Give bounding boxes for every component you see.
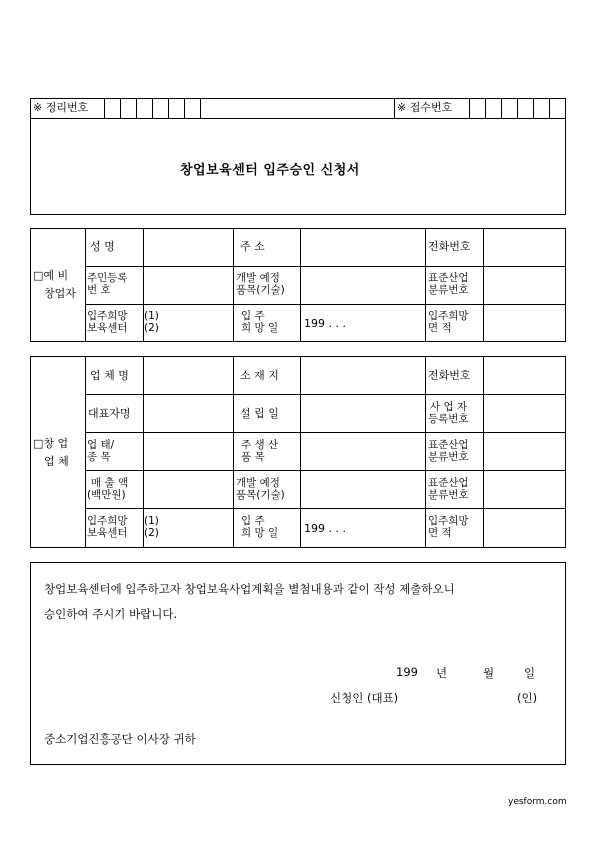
date-year[interactable]: 199 xyxy=(396,665,418,679)
std-code-label-2: 분류번호 xyxy=(428,284,469,296)
area-field[interactable] xyxy=(484,305,565,341)
company-std-code-label-2: 분류번호 xyxy=(428,451,469,463)
company-dev-item-label-2: 품목(기술) xyxy=(236,489,285,501)
group-label-prospective: □예 비 xyxy=(33,269,69,282)
statement-line-2: 승인하여 주시기 바랍니다. xyxy=(44,607,178,621)
name-field[interactable] xyxy=(144,229,232,265)
ref-number-label: ※ 정리번호 xyxy=(33,101,89,114)
company-hope-date-label-2: 희 망 일 xyxy=(241,527,279,539)
company-std-code2-label-2: 분류번호 xyxy=(428,489,469,501)
company-dev-item-label: 개발 예정 xyxy=(236,477,280,489)
company-hope-date-field[interactable]: 199 . . . xyxy=(304,522,346,535)
center-label: 입주희망 xyxy=(87,310,128,322)
receipt-number-cells[interactable] xyxy=(469,98,566,118)
company-center-label: 입주희망 xyxy=(87,515,128,527)
area-label-2: 면 적 xyxy=(428,322,452,334)
location-field[interactable] xyxy=(301,357,424,393)
rrn-field[interactable] xyxy=(144,267,232,303)
phone-field[interactable] xyxy=(484,229,565,265)
addressee: 중소기업진흥공단 이사장 귀하 xyxy=(44,732,196,746)
dev-item-label: 개발 예정 xyxy=(236,272,280,284)
applicant-name-field[interactable] xyxy=(420,688,510,704)
hope-date-label: 입 주 xyxy=(241,310,265,322)
bizno-label-2: 등록번호 xyxy=(428,413,469,425)
sales-label: 매 출 액 xyxy=(91,477,129,489)
company-area-label: 입주희망 xyxy=(428,515,469,527)
bizno-field[interactable] xyxy=(484,395,565,431)
main-product-label: 주 생 산 xyxy=(241,439,279,451)
area-label: 입주희망 xyxy=(428,310,469,322)
footer-watermark: yesform.com xyxy=(508,797,567,807)
statement-line-1: 창업보육센터에 입주하고자 창업보육사업계획을 별첨내용과 같이 작성 제출하오니 xyxy=(44,582,455,596)
company-dev-item-field[interactable] xyxy=(301,471,424,507)
est-date-label: 설 립 일 xyxy=(240,407,279,420)
date-day-unit: 일 xyxy=(524,666,536,680)
main-product-label-2: 품 목 xyxy=(241,451,265,463)
sales-label-2: (백만원) xyxy=(87,489,126,501)
date-month-unit: 월 xyxy=(483,666,495,680)
biz-type-label-2: 종 목 xyxy=(87,451,111,463)
std-code-label: 표준산업 xyxy=(428,272,469,284)
dev-item-field[interactable] xyxy=(301,267,424,303)
std-code-field[interactable] xyxy=(484,267,565,303)
biz-type-label: 업 태/ xyxy=(87,439,115,451)
location-label: 소 재 지 xyxy=(240,369,279,382)
page-title: 창업보육센터 입주승인 신청서 xyxy=(180,163,360,178)
company-name-field[interactable] xyxy=(144,357,232,393)
est-date-field[interactable] xyxy=(301,395,424,431)
company-phone-field[interactable] xyxy=(484,357,565,393)
bizno-label: 사 업 자 xyxy=(430,401,468,413)
rep-name-label: 대표자명 xyxy=(88,407,131,420)
company-center-option-1[interactable]: (1) xyxy=(144,515,159,527)
main-product-field[interactable] xyxy=(301,433,424,469)
phone-label: 전화번호 xyxy=(428,240,471,253)
center-label-2: 보육센터 xyxy=(87,322,128,334)
group-label-company-2: 업 체 xyxy=(44,455,69,468)
date-year-unit: 년 xyxy=(436,666,448,680)
ref-number-cells[interactable] xyxy=(104,98,200,118)
company-center-label-2: 보육센터 xyxy=(87,527,128,539)
dev-item-label-2: 품목(기술) xyxy=(236,284,285,296)
company-center-option-2[interactable]: (2) xyxy=(144,527,159,539)
seal-mark: (인) xyxy=(517,691,538,705)
company-std-code2-label: 표준산업 xyxy=(428,477,469,489)
hope-date-label-2: 희 망 일 xyxy=(241,322,279,334)
company-hope-date-label: 입 주 xyxy=(241,515,265,527)
hope-date-field[interactable]: 199 . . . xyxy=(304,317,346,330)
name-label: 성 명 xyxy=(90,240,115,253)
sales-field[interactable] xyxy=(144,471,232,507)
group-label-prospective-2: 창업자 xyxy=(44,287,76,300)
rrn-label: 주민등록 xyxy=(87,272,128,284)
center-option-2[interactable]: (2) xyxy=(144,322,159,334)
company-std-code-field[interactable] xyxy=(484,433,565,469)
address-label: 주 소 xyxy=(240,240,265,253)
rep-name-field[interactable] xyxy=(144,395,232,431)
receipt-number-label: ※ 접수번호 xyxy=(397,101,453,114)
rrn-label-2: 번 호 xyxy=(87,284,111,296)
company-phone-label: 전화번호 xyxy=(428,369,471,382)
company-area-field[interactable] xyxy=(484,509,565,545)
group-label-company: □창 업 xyxy=(33,437,69,450)
company-area-label-2: 면 적 xyxy=(428,527,452,539)
company-std-code2-field[interactable] xyxy=(484,471,565,507)
center-option-1[interactable]: (1) xyxy=(144,310,159,322)
applicant-label: 신청인 (대표) xyxy=(330,691,399,705)
company-std-code-label: 표준산업 xyxy=(428,439,469,451)
biz-type-field[interactable] xyxy=(144,433,232,469)
address-field[interactable] xyxy=(301,229,424,265)
company-name-label: 업 체 명 xyxy=(90,369,129,382)
